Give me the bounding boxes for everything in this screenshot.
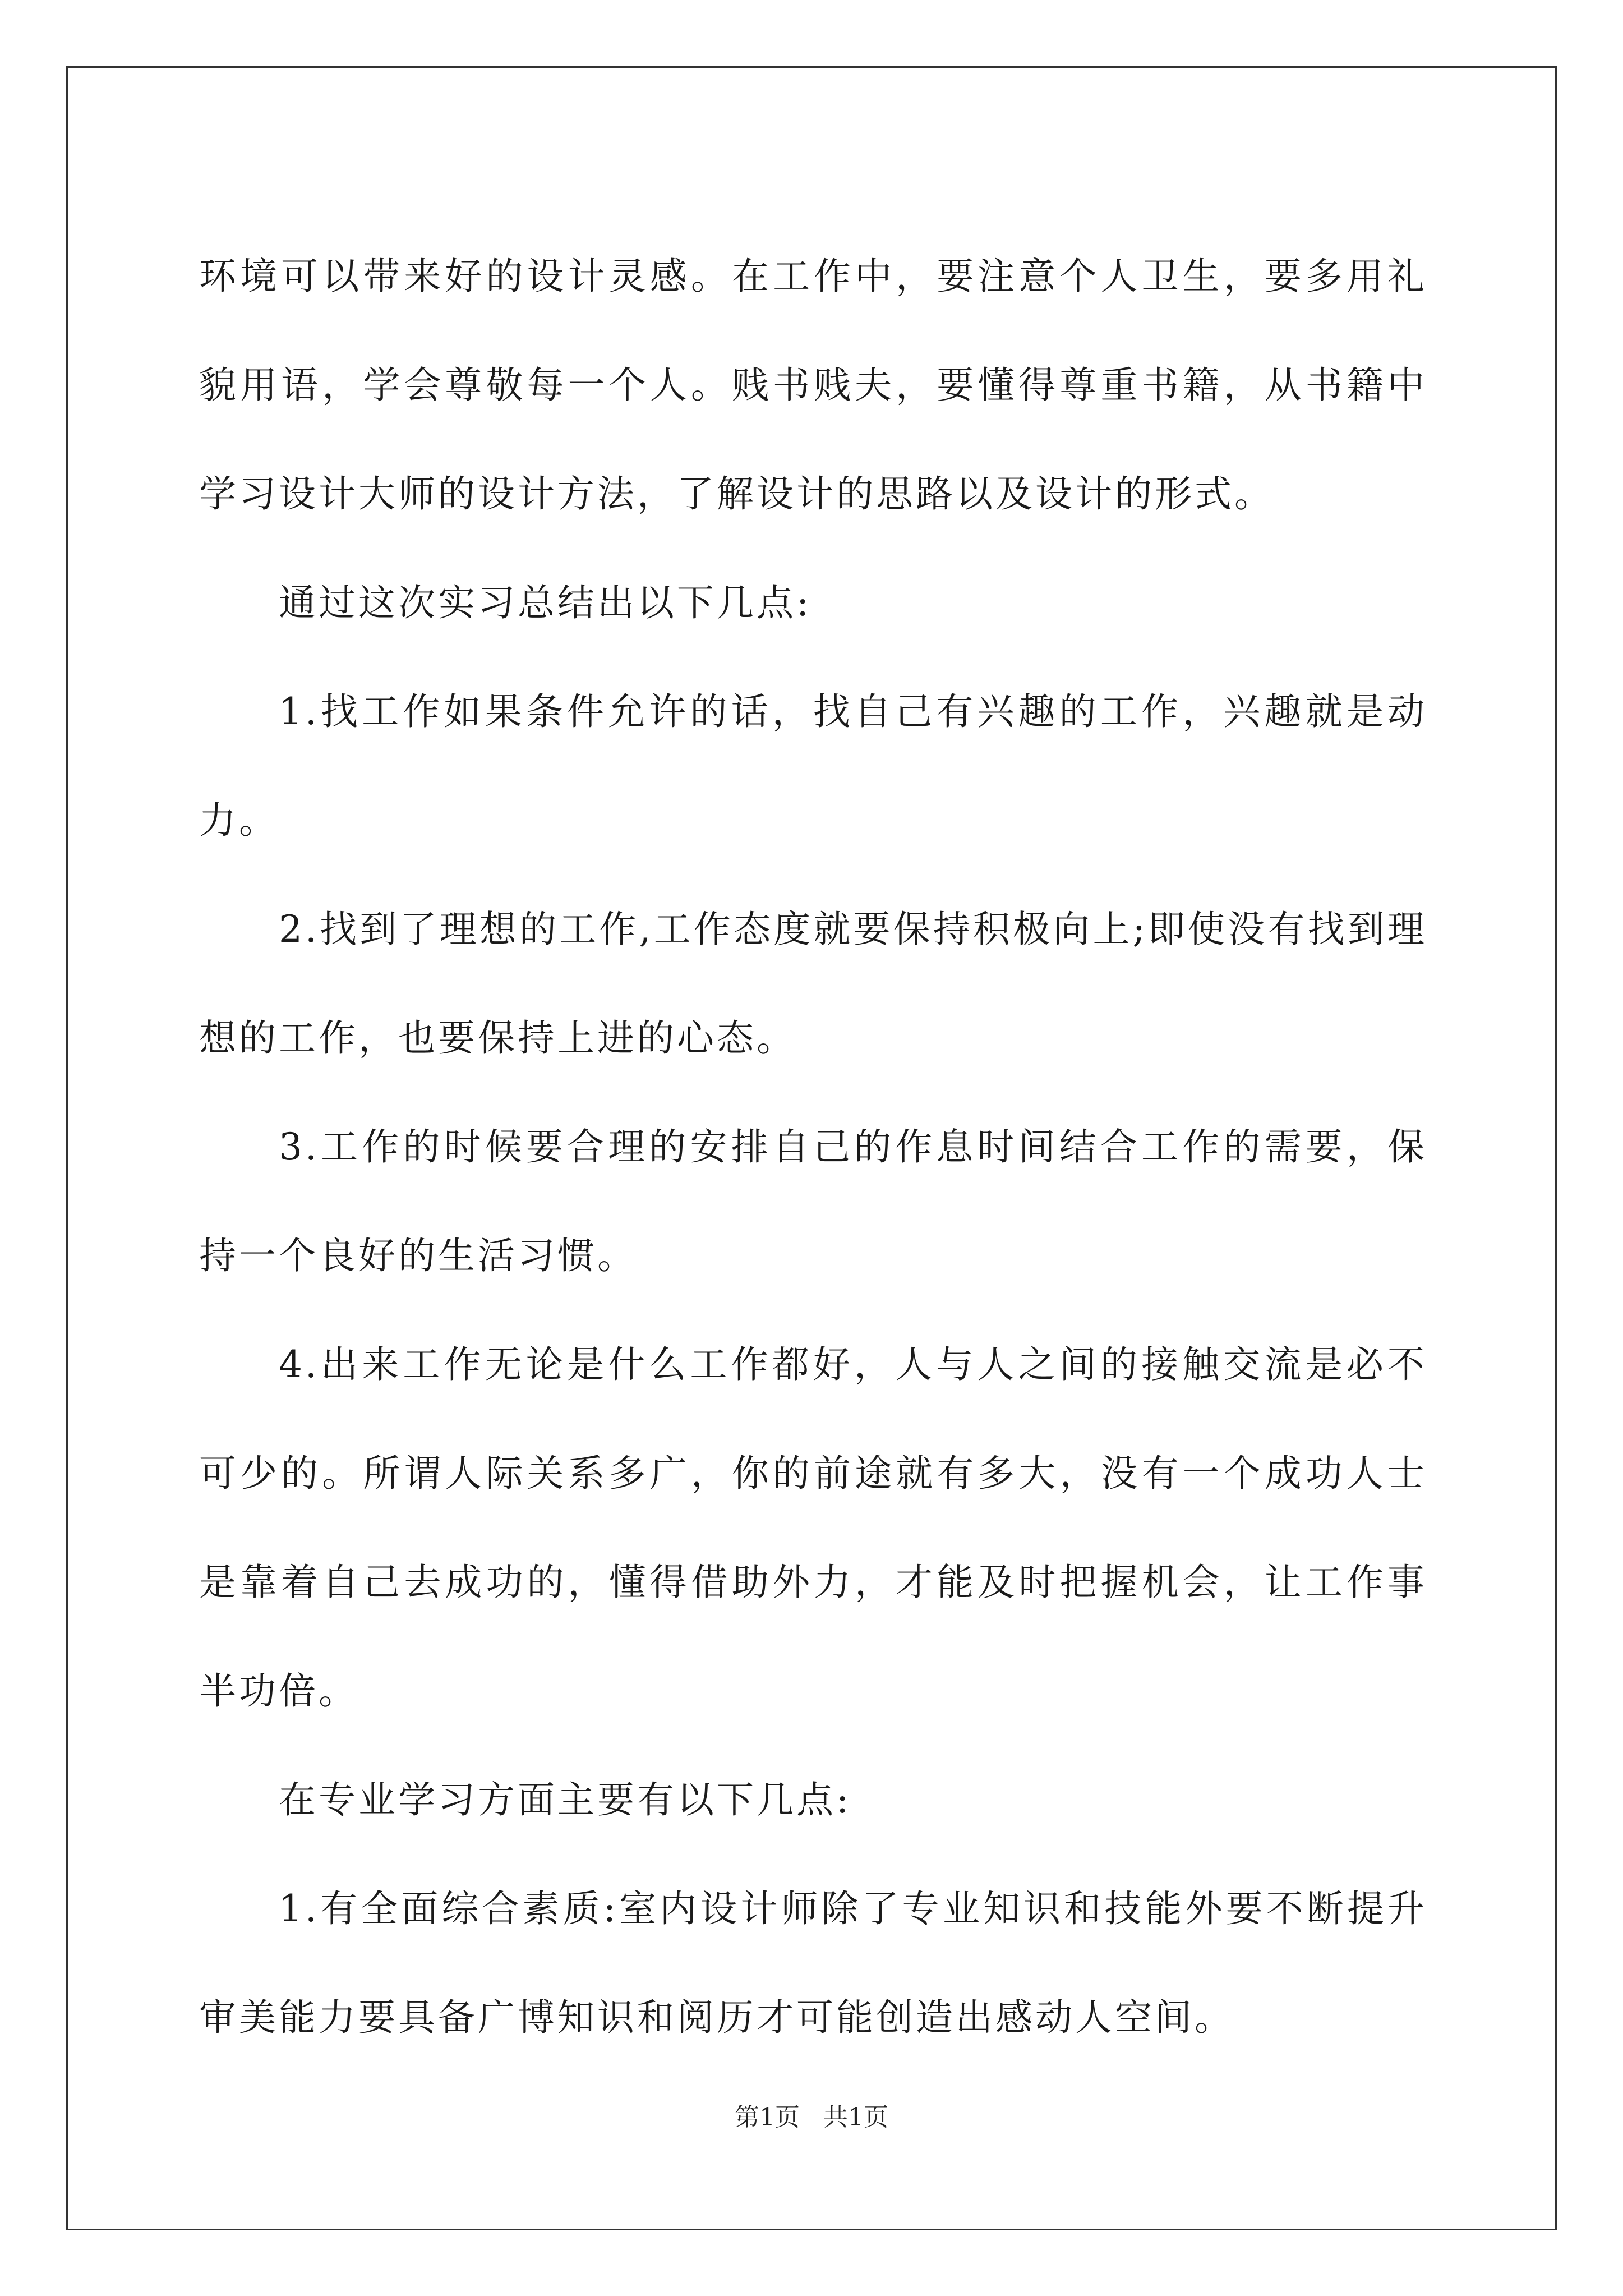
paragraph: 3.工作的时候要合理的安排自己的作息时间结合工作的需要，保持一个良好的生活习惯。 — [199, 1125, 1427, 1277]
page-footer — [0, 2097, 1623, 2133]
page-number: 第1页 — [735, 2103, 800, 2132]
paragraph: 2.找到了理想的工作,工作态度就要保持积极向上;即使没有找到理想的工作，也要保持上进的心态。 — [199, 908, 1427, 1060]
paragraph: 1.有全面综合素质:室内设计师除了专业知识和技能外要不断提升审美能力要具备广博知识和阅历才可能创造出感动人空间。 — [199, 1887, 1427, 2039]
paragraph: 在专业学习方面主要有以下几点: — [279, 1778, 852, 1821]
paragraph: 4.出来工作无论是什么工作都好，人与人之间的接触交流是必不可少的。所谓人际关系多广，你的前途就有多大，没有一个成功人士是靠着自己去成功的，懂得借助外力，才能及时把握机会，让工作事半功倍。 — [199, 1343, 1427, 1713]
document-body — [199, 222, 1427, 2072]
page-total: 共1页 — [823, 2103, 888, 2132]
paragraph: 1.找工作如果条件允许的话，找自己有兴趣的工作，兴趣就是动力。 — [199, 690, 1427, 842]
paragraph: 环境可以带来好的设计灵感。在工作中，要注意个人卫生，要多用礼貌用语，学会尊敬每一个人。贱书贱夫，要懂得尊重书籍，从书籍中学习设计大师的设计方法，了解设计的思路以及设计的形式。 — [199, 255, 1427, 516]
paragraph: 通过这次实习总结出以下几点: — [279, 581, 812, 624]
